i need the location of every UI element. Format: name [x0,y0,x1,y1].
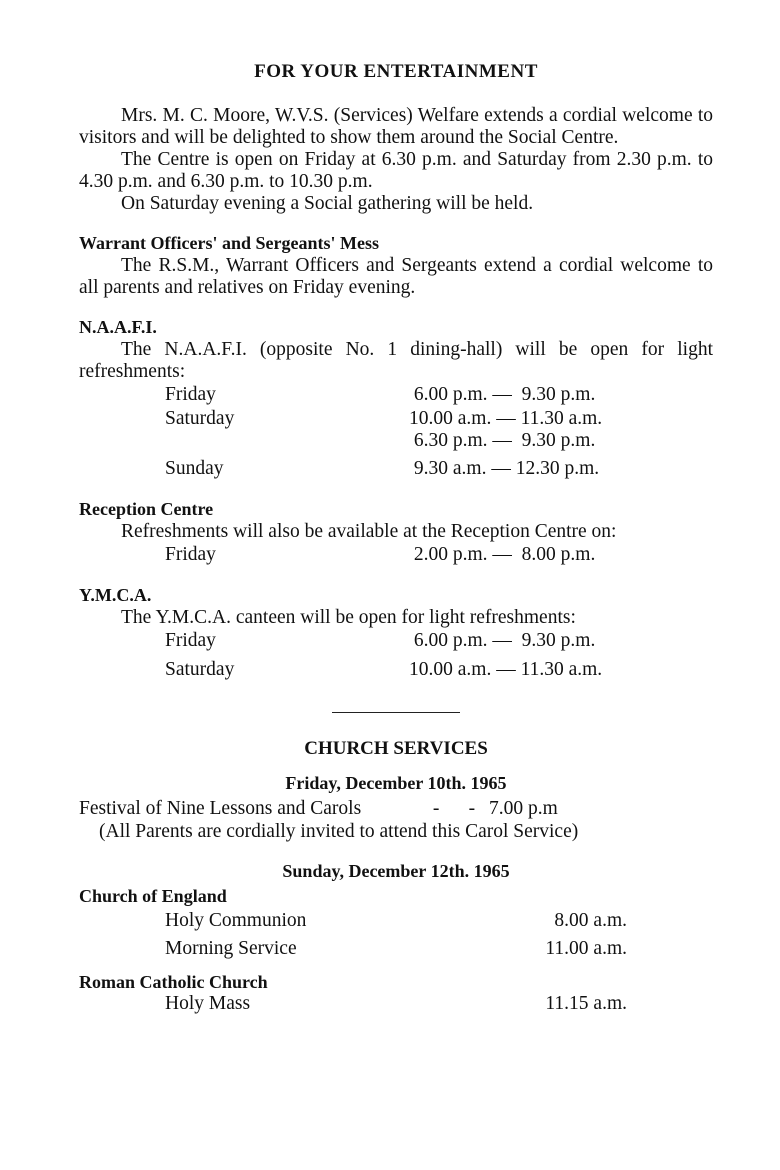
schedule-time: 9.30 a.m. — 12.30 p.m. [409,458,600,479]
schedule-day: Friday [165,630,216,651]
schedule-row [165,543,635,567]
service-name: Holy Mass [165,993,251,1014]
schedule-row [165,629,635,653]
service-row [165,993,627,1015]
schedule-row [165,457,635,481]
carol-service-time: 7.00 p.m [489,798,558,819]
schedule-day: Saturday [165,408,235,429]
ymca-schedule [165,629,635,682]
sunday-date: Sunday, December 12th. 1965 [282,861,510,881]
friday-date: Friday, December 10th. 1965 [285,773,507,793]
schedule-row [165,430,635,452]
reception-heading: Reception Centre [79,499,214,519]
service-row [165,935,627,963]
schedule-day: Friday [165,384,216,405]
schedule-time: 10.00 a.m. — 11.30 a.m. [409,408,603,429]
church-of-england-heading: Church of England [79,886,227,906]
mess-paragraph: The R.S.M., Warrant Officers and Sergeants extend a cordial welcome to all parents and relatives on Friday evening. [79,255,713,298]
reception-schedule [165,543,635,567]
schedule-day: Sunday [165,458,224,479]
ymca-paragraph: The Y.M.C.A. canteen will be open for light refreshments: [121,607,576,628]
service-name: Holy Communion [165,910,307,931]
schedule-time: 6.30 p.m. — 9.30 p.m. [409,430,596,451]
service-time: 8.00 a.m. [549,910,627,931]
social-gathering-paragraph: On Saturday evening a Social gathering will be held. [121,193,534,214]
service-row [165,907,627,935]
schedule-time: 6.00 p.m. — 9.30 p.m. [409,384,596,405]
schedule-row [165,658,635,682]
roman-catholic-heading: Roman Catholic Church [79,972,268,992]
schedule-day: Friday [165,544,216,565]
section-divider [332,712,460,713]
naafi-heading: N.A.A.F.I. [79,317,157,337]
centre-hours-paragraph: The Centre is open on Friday at 6.30 p.m. and Saturday from 2.30 p.m. to 4.30 p.m. and 6.30 p.m. to 10.30 p.m. [79,149,713,192]
naafi-paragraph: The N.A.A.F.I. (opposite No. 1 dining-hall) will be open for light refreshments: [79,339,713,382]
schedule-row [165,383,635,407]
schedule-day: Saturday [165,659,235,680]
ymca-heading: Y.M.C.A. [79,585,152,605]
carol-service-row [79,797,713,820]
schedule-time: 2.00 p.m. — 8.00 p.m. [409,544,596,565]
service-time: 11.00 a.m. [545,938,627,959]
schedule-time: 10.00 a.m. — 11.30 a.m. [409,659,603,680]
service-time: 11.15 a.m. [545,993,627,1014]
schedule-day [165,430,409,452]
carol-service-note: (All Parents are cordially invited to attend this Carol Service) [99,821,579,842]
service-name: Morning Service [165,938,297,959]
reception-paragraph: Refreshments will also be available at the Reception Centre on: [121,521,617,542]
church-services-title: CHURCH SERVICES [304,738,488,759]
schedule-row [165,407,635,430]
schedule-time: 6.00 p.m. — 9.30 p.m. [409,630,596,651]
programme-page [79,60,713,1015]
entertainment-title: FOR YOUR ENTERTAINMENT [254,61,538,82]
carol-service-dashes: - - [432,798,476,819]
mess-heading: Warrant Officers' and Sergeants' Mess [79,233,379,253]
carol-service-name: Festival of Nine Lessons and Carols [79,798,362,819]
welfare-paragraph: Mrs. M. C. Moore, W.V.S. (Services) Welfare extends a cordial welcome to visitors and will be delighted to show them around the Social Centre. [79,105,713,148]
naafi-schedule [165,383,635,481]
